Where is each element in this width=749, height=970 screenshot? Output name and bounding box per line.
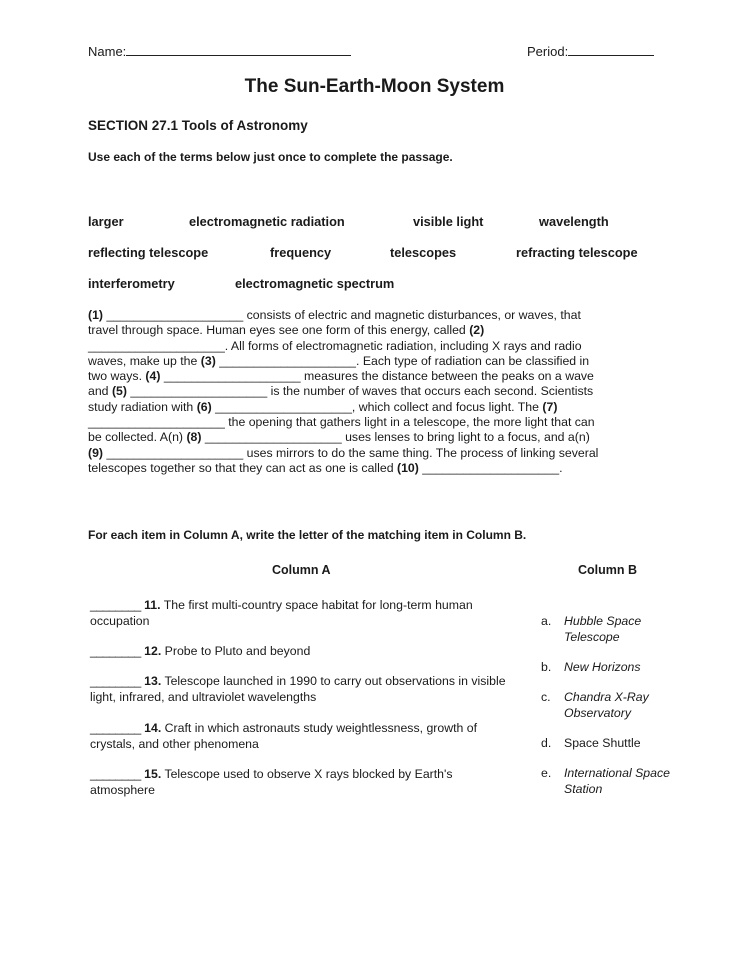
passage-text: travel through space. Human eyes see one form of this energy, called <box>88 323 470 338</box>
answer-blank-2[interactable]: ____________________ <box>88 338 225 353</box>
answer-blank-1[interactable]: ____________________ <box>106 308 244 322</box>
term-visible-light: visible light <box>413 214 484 229</box>
blank-number: (9) <box>88 445 104 460</box>
answer-blank-14[interactable]: ________ <box>90 721 141 735</box>
question-text: Craft in which astronauts study weightlessness, growth of crystals, and other phenomena <box>90 721 478 751</box>
question-number: 11. <box>144 598 161 612</box>
option-letter: b. <box>541 660 552 674</box>
blank-number: (6) <box>196 399 212 414</box>
option-letter: e. <box>541 766 552 780</box>
question-13 <box>90 674 520 705</box>
question-text: The first multi-country space habitat for long-term human occupation <box>90 598 473 628</box>
passage-text: , which collect and focus light. The <box>351 399 543 414</box>
page-title: The Sun-Earth-Moon System <box>244 76 505 97</box>
answer-blank-8[interactable]: ____________________ <box>204 430 342 445</box>
question-text: Telescope launched in 1990 to carry out observations in visible light, infrared, and ultraviolet wavelengths <box>90 674 506 704</box>
period-label: Period: <box>527 44 569 59</box>
name-label: Name: <box>88 44 127 59</box>
answer-blank-11[interactable]: ________ <box>90 598 141 612</box>
question-14 <box>90 721 520 752</box>
passage-text: uses mirrors to do the same thing. The process of linking several <box>243 445 599 460</box>
blank-number: (10) <box>396 460 419 475</box>
option-letter: a. <box>541 614 552 628</box>
question-number: 13. <box>144 674 162 688</box>
passage-text: waves, make up the <box>88 353 201 368</box>
blank-number: (4) <box>145 369 161 384</box>
option-text: International Space Station <box>564 766 670 796</box>
option-a <box>541 614 641 645</box>
question-number: 14. <box>144 721 162 735</box>
name-blank-line[interactable] <box>126 43 351 56</box>
passage-text: and <box>88 384 112 399</box>
answer-blank-15[interactable]: ________ <box>90 767 141 781</box>
name-field[interactable] <box>88 43 351 59</box>
answer-blank-5[interactable]: ____________________ <box>130 384 268 399</box>
blank-number: (1) <box>88 308 104 322</box>
passage-text: . Each type of radiation can be classified in <box>356 353 590 368</box>
option-e <box>541 766 670 797</box>
period-field[interactable] <box>527 43 654 59</box>
question-number: 15. <box>144 767 162 781</box>
passage-text: . <box>559 460 563 475</box>
blank-number: (5) <box>111 384 127 399</box>
question-11 <box>90 598 510 629</box>
option-text: New Horizons <box>564 660 641 674</box>
term-frequency: frequency <box>270 245 332 260</box>
term-electromagnetic-spectrum: electromagnetic spectrum <box>235 276 395 291</box>
passage-text: two ways. <box>88 369 146 384</box>
answer-blank-7[interactable]: ____________________ <box>88 415 225 430</box>
option-letter: c. <box>541 690 551 704</box>
term-refracting-telescope: refracting telescope <box>516 245 638 260</box>
passage-text: study radiation with <box>88 399 197 414</box>
option-text: Space Shuttle <box>564 736 641 750</box>
passage-text: is the number of waves that occurs each second. Scientists <box>267 384 594 399</box>
passage-text: uses lenses to bring light to a focus, and a(n) <box>341 430 590 445</box>
blank-number: (7) <box>542 399 558 414</box>
option-letter: d. <box>541 736 552 750</box>
column-b-header: Column B <box>578 563 638 577</box>
section-heading: SECTION 27.1 Tools of Astronomy <box>88 118 308 133</box>
term-larger: larger <box>88 214 124 229</box>
answer-blank-6[interactable]: ____________________ <box>215 399 352 414</box>
passage-text: be collected. A(n) <box>88 430 187 445</box>
period-blank-line[interactable] <box>568 43 654 56</box>
option-d <box>541 736 641 752</box>
question-15 <box>90 767 520 798</box>
column-a-header: Column A <box>272 563 331 577</box>
passage-text: the opening that gathers light in a telescope, the more light that can <box>224 415 595 430</box>
term-telescopes: telescopes <box>390 245 457 260</box>
term-electromagnetic-radiation: electromagnetic radiation <box>189 214 345 229</box>
question-text: Telescope used to observe X rays blocked by Earth's atmosphere <box>90 767 453 797</box>
question-text: Probe to Pluto and beyond <box>161 644 311 658</box>
term-reflecting-telescope: reflecting telescope <box>88 245 209 260</box>
passage-text: . All forms of electromagnetic radiation, including X rays and radio <box>224 338 582 353</box>
matching-instructions: For each item in Column A, write the letter of the matching item in Column B. <box>88 528 527 542</box>
passage-instructions: Use each of the terms below just once to complete the passage. <box>88 150 453 164</box>
term-wavelength: wavelength <box>539 214 609 229</box>
question-12 <box>90 644 520 660</box>
answer-blank-10[interactable]: ____________________ <box>422 460 560 475</box>
option-text: Hubble Space Telescope <box>564 614 642 644</box>
blank-number: (3) <box>200 353 216 368</box>
answer-blank-3[interactable]: ____________________ <box>219 353 357 368</box>
passage-text: measures the distance between the peaks on a wave <box>300 369 594 384</box>
fill-in-passage <box>88 308 658 476</box>
term-interferometry: interferometry <box>88 276 175 291</box>
question-number: 12. <box>144 644 162 658</box>
answer-blank-13[interactable]: ________ <box>90 674 141 688</box>
answer-blank-12[interactable]: ________ <box>90 644 141 658</box>
passage-text: telescopes together so that they can act as one is called <box>88 460 397 475</box>
option-b <box>541 660 641 676</box>
option-c <box>541 690 649 721</box>
answer-blank-4[interactable]: ____________________ <box>163 369 301 384</box>
answer-blank-9[interactable]: ____________________ <box>106 445 244 460</box>
option-text: Chandra X-Ray Observatory <box>564 690 649 720</box>
passage-text: consists of electric and magnetic disturbances, or waves, that <box>243 308 581 322</box>
blank-number: (2) <box>469 323 485 338</box>
blank-number: (8) <box>186 430 202 445</box>
